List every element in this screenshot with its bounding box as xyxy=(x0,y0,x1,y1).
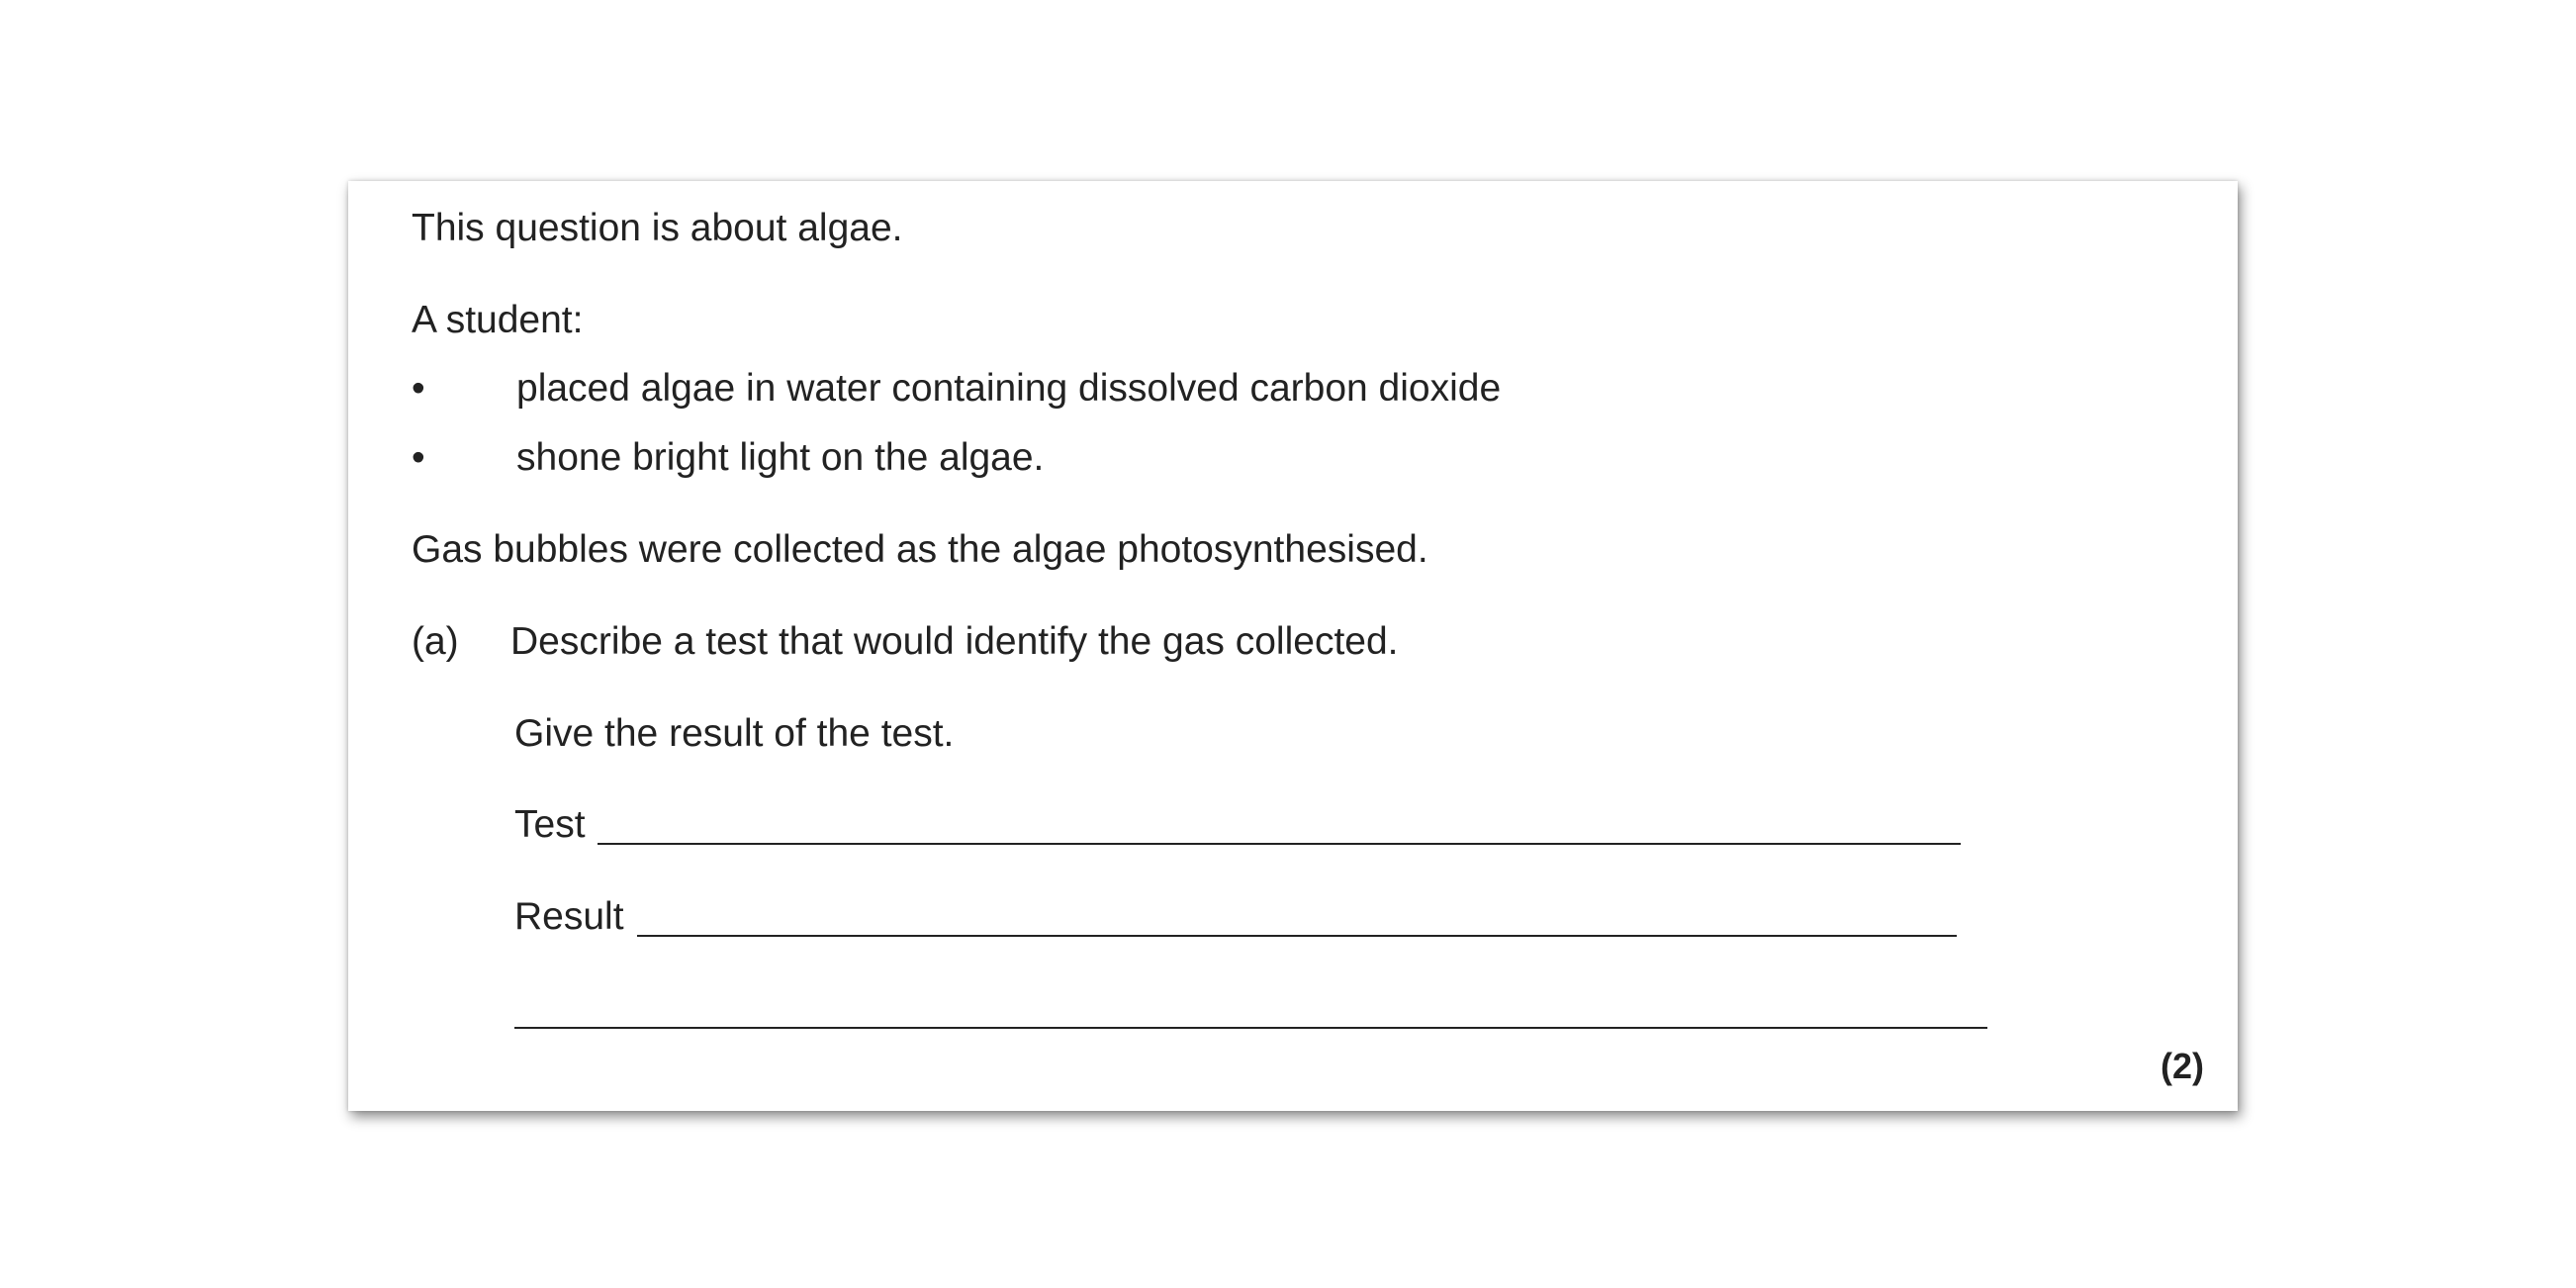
part-a-label: (a) xyxy=(412,620,459,663)
test-answer-line[interactable] xyxy=(598,843,1961,845)
test-label: Test xyxy=(514,803,586,846)
question-card xyxy=(348,181,2238,1111)
question-intro: This question is about algae. xyxy=(412,207,903,249)
extra-answer-line[interactable] xyxy=(514,1027,1987,1029)
bullet-marker: • xyxy=(412,367,425,410)
part-a-instruction: Give the result of the test. xyxy=(514,712,955,755)
student-label: A student: xyxy=(412,299,584,341)
marks-badge: (2) xyxy=(2161,1046,2204,1086)
result-answer-line[interactable] xyxy=(637,935,1957,937)
bullet-text: shone bright light on the algae. xyxy=(516,436,1045,479)
bullet-text: placed algae in water containing dissolved carbon dioxide xyxy=(516,367,1502,410)
part-a-prompt: Describe a test that would identify the gas collected. xyxy=(510,620,1399,663)
gas-statement: Gas bubbles were collected as the algae photosynthesised. xyxy=(412,528,1428,571)
result-label: Result xyxy=(514,895,624,938)
bullet-marker: • xyxy=(412,436,425,479)
